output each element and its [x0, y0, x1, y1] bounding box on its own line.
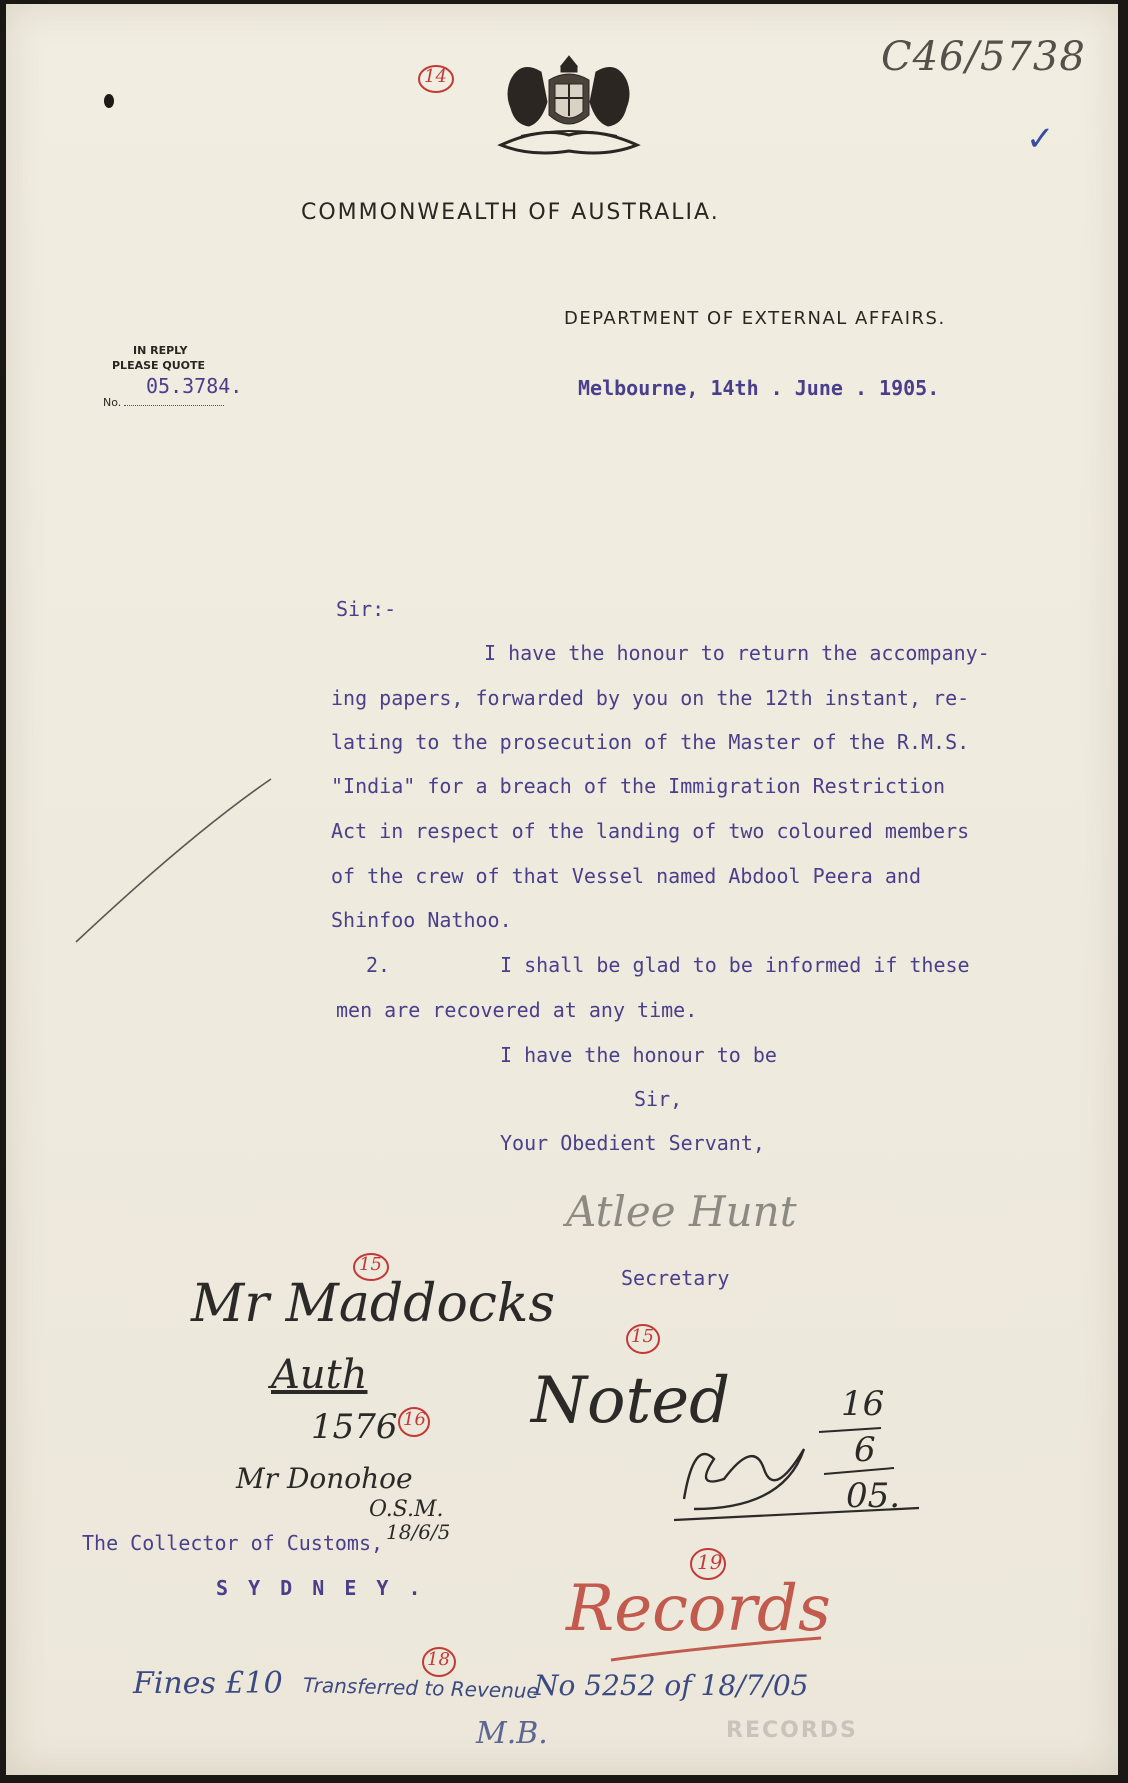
annotation-records: Records	[566, 1572, 831, 1646]
coat-of-arms-seal	[491, 50, 646, 165]
closing-line-1: I have the honour to be	[500, 1043, 777, 1067]
check-mark-icon: ✓	[1026, 121, 1055, 158]
reply-label-line-2: PLEASE QUOTE	[112, 359, 206, 372]
annotation-date-2-month: 6	[854, 1430, 876, 1470]
circle-15b-number: 15	[631, 1326, 654, 1347]
annotation-initials: O.S.M.	[369, 1497, 444, 1522]
letter-page	[6, 4, 1118, 1775]
body-line: Shinfoo Nathoo.	[331, 908, 512, 932]
salutation: Sir:-	[336, 597, 397, 621]
records-underline	[606, 1634, 826, 1664]
circle-16-number: 16	[403, 1409, 426, 1430]
annotation-date-2-day: 16	[841, 1384, 885, 1424]
binding-hole	[104, 94, 114, 108]
annotation-auth: Auth	[271, 1352, 368, 1398]
commonwealth-heading: COMMONWEALTH OF AUSTRALIA.	[301, 200, 720, 225]
closing-line-3: Your Obedient Servant,	[500, 1131, 765, 1155]
annotation-fines: Fines £10	[133, 1666, 283, 1701]
annotation-donohoe: Mr Donohoe	[236, 1462, 413, 1495]
closing-line-2: Sir,	[634, 1087, 683, 1111]
body-line: Act in respect of the landing of two coloured members	[331, 819, 970, 843]
circle-18-number: 18	[427, 1649, 450, 1670]
folio-number: 14	[424, 66, 447, 87]
reply-label-line-1: IN REPLY	[133, 344, 188, 357]
date-fraction-lines	[674, 1414, 934, 1524]
annotation-noted: Noted	[531, 1364, 731, 1438]
file-reference: C46/5738	[881, 34, 1086, 80]
circle-15a-number: 15	[359, 1254, 382, 1275]
circle-19-number: 19	[697, 1550, 723, 1574]
body-line: of the crew of that Vessel named Abdool Peera and	[331, 864, 922, 888]
body-line: I have the honour to return the accompany-	[484, 641, 990, 665]
annotation-1576: 1576	[311, 1407, 398, 1447]
place-date: Melbourne, 14th . June . 1905.	[578, 376, 940, 400]
reply-number: 05.3784.	[146, 374, 243, 398]
annotation-bottom-initials: M.B.	[476, 1716, 548, 1751]
paragraph-2-line-2: men are recovered at any time.	[336, 998, 698, 1022]
body-line: lating to the prosecution of the Master of the R.M.S.	[331, 730, 970, 754]
records-stamp: RECORDS	[726, 1718, 858, 1743]
paragraph-number: 2.	[366, 953, 391, 977]
body-line: "India" for a breach of the Immigration Restriction	[331, 774, 946, 798]
addressee-line-2: S Y D N E Y .	[216, 1576, 425, 1600]
margin-pencil-stroke	[71, 774, 281, 949]
signatory-title: Secretary	[621, 1266, 730, 1290]
reply-no-rule	[124, 405, 224, 406]
signature: Atlee Hunt	[566, 1187, 797, 1236]
department-heading: DEPARTMENT OF EXTERNAL AFFAIRS.	[564, 308, 946, 329]
annotation-date-2-year: 05.	[846, 1476, 901, 1516]
body-line: ing papers, forwarded by you on the 12th instant, re-	[331, 686, 970, 710]
reply-no-label: No.	[103, 396, 122, 409]
addressee-line-1: The Collector of Customs,	[82, 1531, 384, 1555]
annotation-maddocks: Mr Maddocks	[191, 1274, 556, 1334]
transferred-stamp: Transferred to Revenue	[302, 1672, 540, 1704]
annotation-revenue-number: No 5252 of 18/7/05	[534, 1669, 809, 1702]
paragraph-2-line-1: I shall be glad to be informed if these	[500, 953, 970, 977]
annotation-date-1: 18/6/5	[386, 1520, 451, 1544]
